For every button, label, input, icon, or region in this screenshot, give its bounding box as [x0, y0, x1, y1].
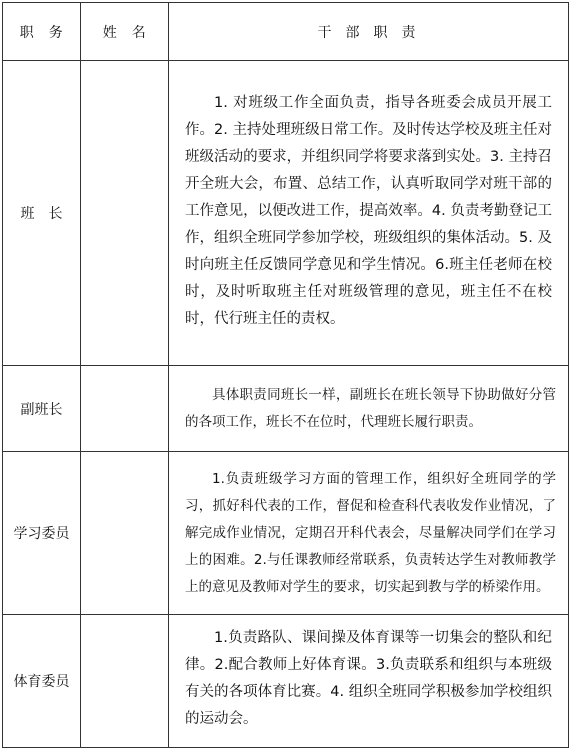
- table-row: [3, 366, 569, 452]
- header-duty: 干部职责: [169, 3, 569, 61]
- duty-text: 1.负责路队、课间操及体育课等一切集会的整队和纪律。2.配合教师上好体育课。3.负责联系和组织与本班级有关的各项体育比赛。4. 组织全班同学积极参加学校组织的运动会。: [185, 630, 552, 727]
- role-cell: 班 长: [3, 61, 81, 366]
- header-role: 职 务: [3, 3, 81, 61]
- duty-text: 具体职责同班长一样，副班长在班长领导下协助做好分管的各项工作，班长不在位时，代理班长履行职责。: [185, 386, 556, 430]
- name-cell: [81, 61, 169, 366]
- role-cell: 副班长: [3, 366, 81, 452]
- header-row: [3, 3, 569, 61]
- role-cell: 体育委员: [3, 615, 81, 748]
- duty-text: 1.负责班级学习方面的管理工作，组织好全班同学的学习，抓好科代表的工作，督促和检查科代表收发作业情况，了解完成作业情况，定期召开科代表会，尽量解决同学们在学习上的困难。2.与任课教师经常联系，负责转达学生对教师教学上的意见及教师对学生的要求，切实起到教与学的桥梁作用。: [185, 470, 556, 595]
- table-row: [3, 452, 569, 615]
- duty-text: 1. 对班级工作全面负责，指导各班委会成员开展工作。2. 主持处理班级日常工作。及时传达学校及班主任对班级活动的要求，并组织同学将要求落到实处。3. 主持召开全班大会，布置、总结工作，认真听取同学对班干部的工作意见，以便改进工作，提高效率。4. 负责考勤登记工作，组织全班同学参加学校，班级组织的集体活动。5. 及时向班主任反馈同学意见和学生情况。6.班主任老师在校时，及时听取班主任对班级管理的意见，班主任不在校时，代行班主任的责权。: [185, 94, 552, 327]
- name-cell: [81, 615, 169, 748]
- table-row: [3, 61, 569, 366]
- duty-table: [2, 2, 569, 748]
- duty-cell: [169, 366, 569, 452]
- duty-cell: [169, 615, 569, 748]
- duty-cell: [169, 452, 569, 615]
- duty-cell: [169, 61, 569, 366]
- role-cell: 学习委员: [3, 452, 81, 615]
- name-cell: [81, 366, 169, 452]
- table-row: [3, 615, 569, 748]
- name-cell: [81, 452, 169, 615]
- header-name: 姓 名: [81, 3, 169, 61]
